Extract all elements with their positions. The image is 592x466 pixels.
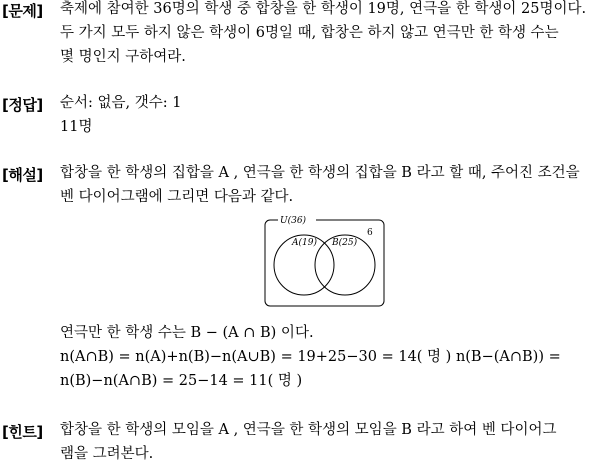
- venn-diagram: [264, 213, 386, 308]
- problem-line-3: 몇 명인지 구하여라.: [60, 49, 186, 65]
- explanation-after-text: [60, 321, 590, 393]
- explanation-text: [60, 161, 590, 209]
- explanation-line-1: 합창을 한 학생의 집합을 A , 연극을 한 학생의 집합을 B 라고 할 때, 주어진 조건을: [60, 165, 580, 181]
- set-a-label: A(19): [292, 238, 317, 248]
- hint-text: [60, 418, 590, 466]
- answer-line-2: 11명: [60, 119, 93, 135]
- universe-label: U(36): [280, 216, 307, 226]
- problem-text: [60, 0, 590, 69]
- explanation-line-2: 벤 다이어그램에 그리면 다음과 같다.: [60, 189, 294, 205]
- problem-tag: [문제]: [2, 2, 43, 20]
- explanation-tag: [해설]: [2, 166, 43, 184]
- answer-text: [60, 91, 590, 139]
- answer-line-1: 순서: 없음, 갯수: 1: [60, 95, 182, 111]
- hint-tag: [힌트]: [2, 423, 43, 441]
- answer-tag: [정답]: [2, 96, 43, 114]
- outside-value: 6: [367, 228, 373, 238]
- hint-line-1: 합창을 한 학생의 모임을 A , 연극을 한 학생의 모임을 B 라고 하여 벤 다이어그: [60, 422, 557, 438]
- explanation-after-line-1: 연극만 한 학생 수는 B − (A ∩ B) 이다.: [60, 325, 314, 341]
- problem-line-1: 축제에 참여한 36명의 학생 중 합창을 한 학생이 19명, 연극을 한 학생이 25명이다.: [60, 1, 587, 17]
- explanation-after-line-2: n(A∩B) = n(A)+n(B)−n(A∪B) = 19+25−30 = 14( 명 ) n(B−(A∩B)) =: [60, 349, 561, 365]
- explanation-after-line-3: n(B)−n(A∩B) = 25−14 = 11( 명 ): [60, 373, 303, 389]
- hint-line-2: 램을 그려본다.: [60, 446, 154, 462]
- set-b-label: B(25): [332, 238, 358, 248]
- problem-line-2: 두 가지 모두 하지 않은 학생이 6명일 때, 합창은 하지 않고 연극만 한 학생 수는: [60, 25, 559, 41]
